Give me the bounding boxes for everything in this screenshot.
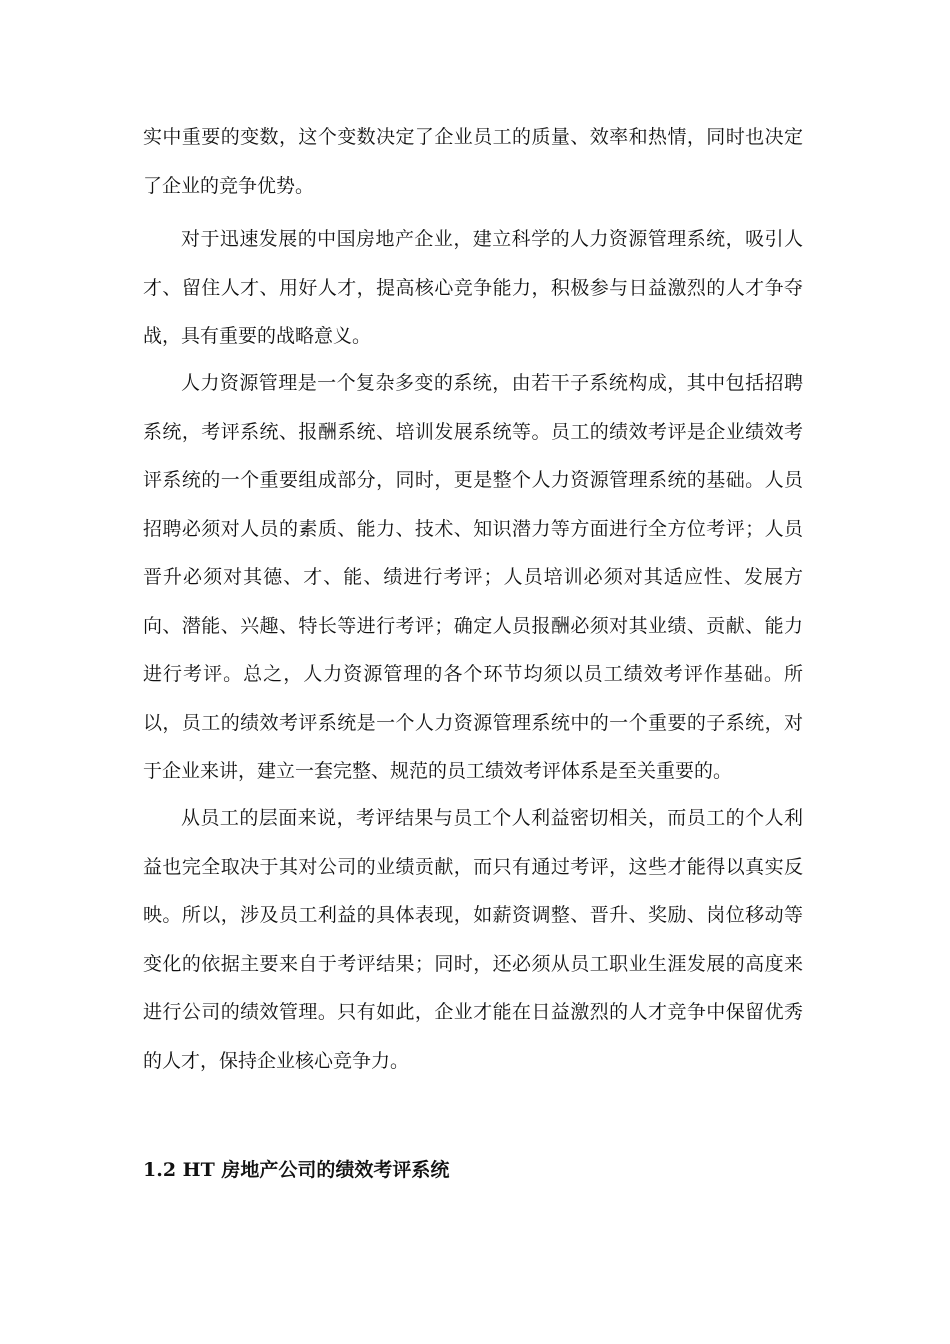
section-heading: 1.2 HT 房地产公司的绩效考评系统 (143, 1159, 450, 1181)
paragraph-text: 从员工的层面来说，考评结果与员工个人利益密切相关，而员工的个人利益也完全取决于其对公司的业绩贡献，而只有通过考评，这些才能得以真实反映。所以，涉及员工利益的具体表现，如薪资调整、晋升、奖励、岗位移动等变化的依据主要来自于考评结果；同时，还必须从员工职业生涯发展的高度来进行公司的绩效管理。只有如此，企业才能在日益激烈的人才竞争中保留优秀的人才，保持企业核心竞争力。 (143, 807, 803, 1072)
paragraph (143, 215, 803, 361)
paragraph-text: 人力资源管理是一个复杂多变的系统，由若干子系统构成，其中包括招聘系统，考评系统、报酬系统、培训发展系统等。员工的绩效考评是企业绩效考评系统的一个重要组成部分，同时，更是整个人力资源管理系统的基础。人员招聘必须对人员的素质、能力、技术、知识潜力等方面进行全方位考评；人员晋升必须对其德、才、能、绩进行考评；人员培训必须对其适应性、发展方向、潜能、兴趣、特长等进行考评；确定人员报酬必须对其业绩、贡献、能力进行考评。总之，人力资源管理的各个环节均须以员工绩效考评作基础。所以，员工的绩效考评系统是一个人力资源管理系统中的一个重要的子系统，对于企业来讲，建立一套完整、规范的员工绩效考评体系是至关重要的。 (143, 372, 803, 782)
paragraph-text: 对于迅速发展的中国房地产企业，建立科学的人力资源管理系统，吸引人才、留住人才、用好人才，提高核心竞争能力，积极参与日益激烈的人才争夺战，具有重要的战略意义。 (143, 228, 803, 347)
paragraph (143, 359, 803, 796)
paragraph (143, 794, 803, 1085)
paragraph-text: 实中重要的变数，这个变数决定了企业员工的质量、效率和热情，同时也决定了企业的竞争优势。 (143, 126, 803, 197)
paragraph-continuation (143, 113, 803, 210)
